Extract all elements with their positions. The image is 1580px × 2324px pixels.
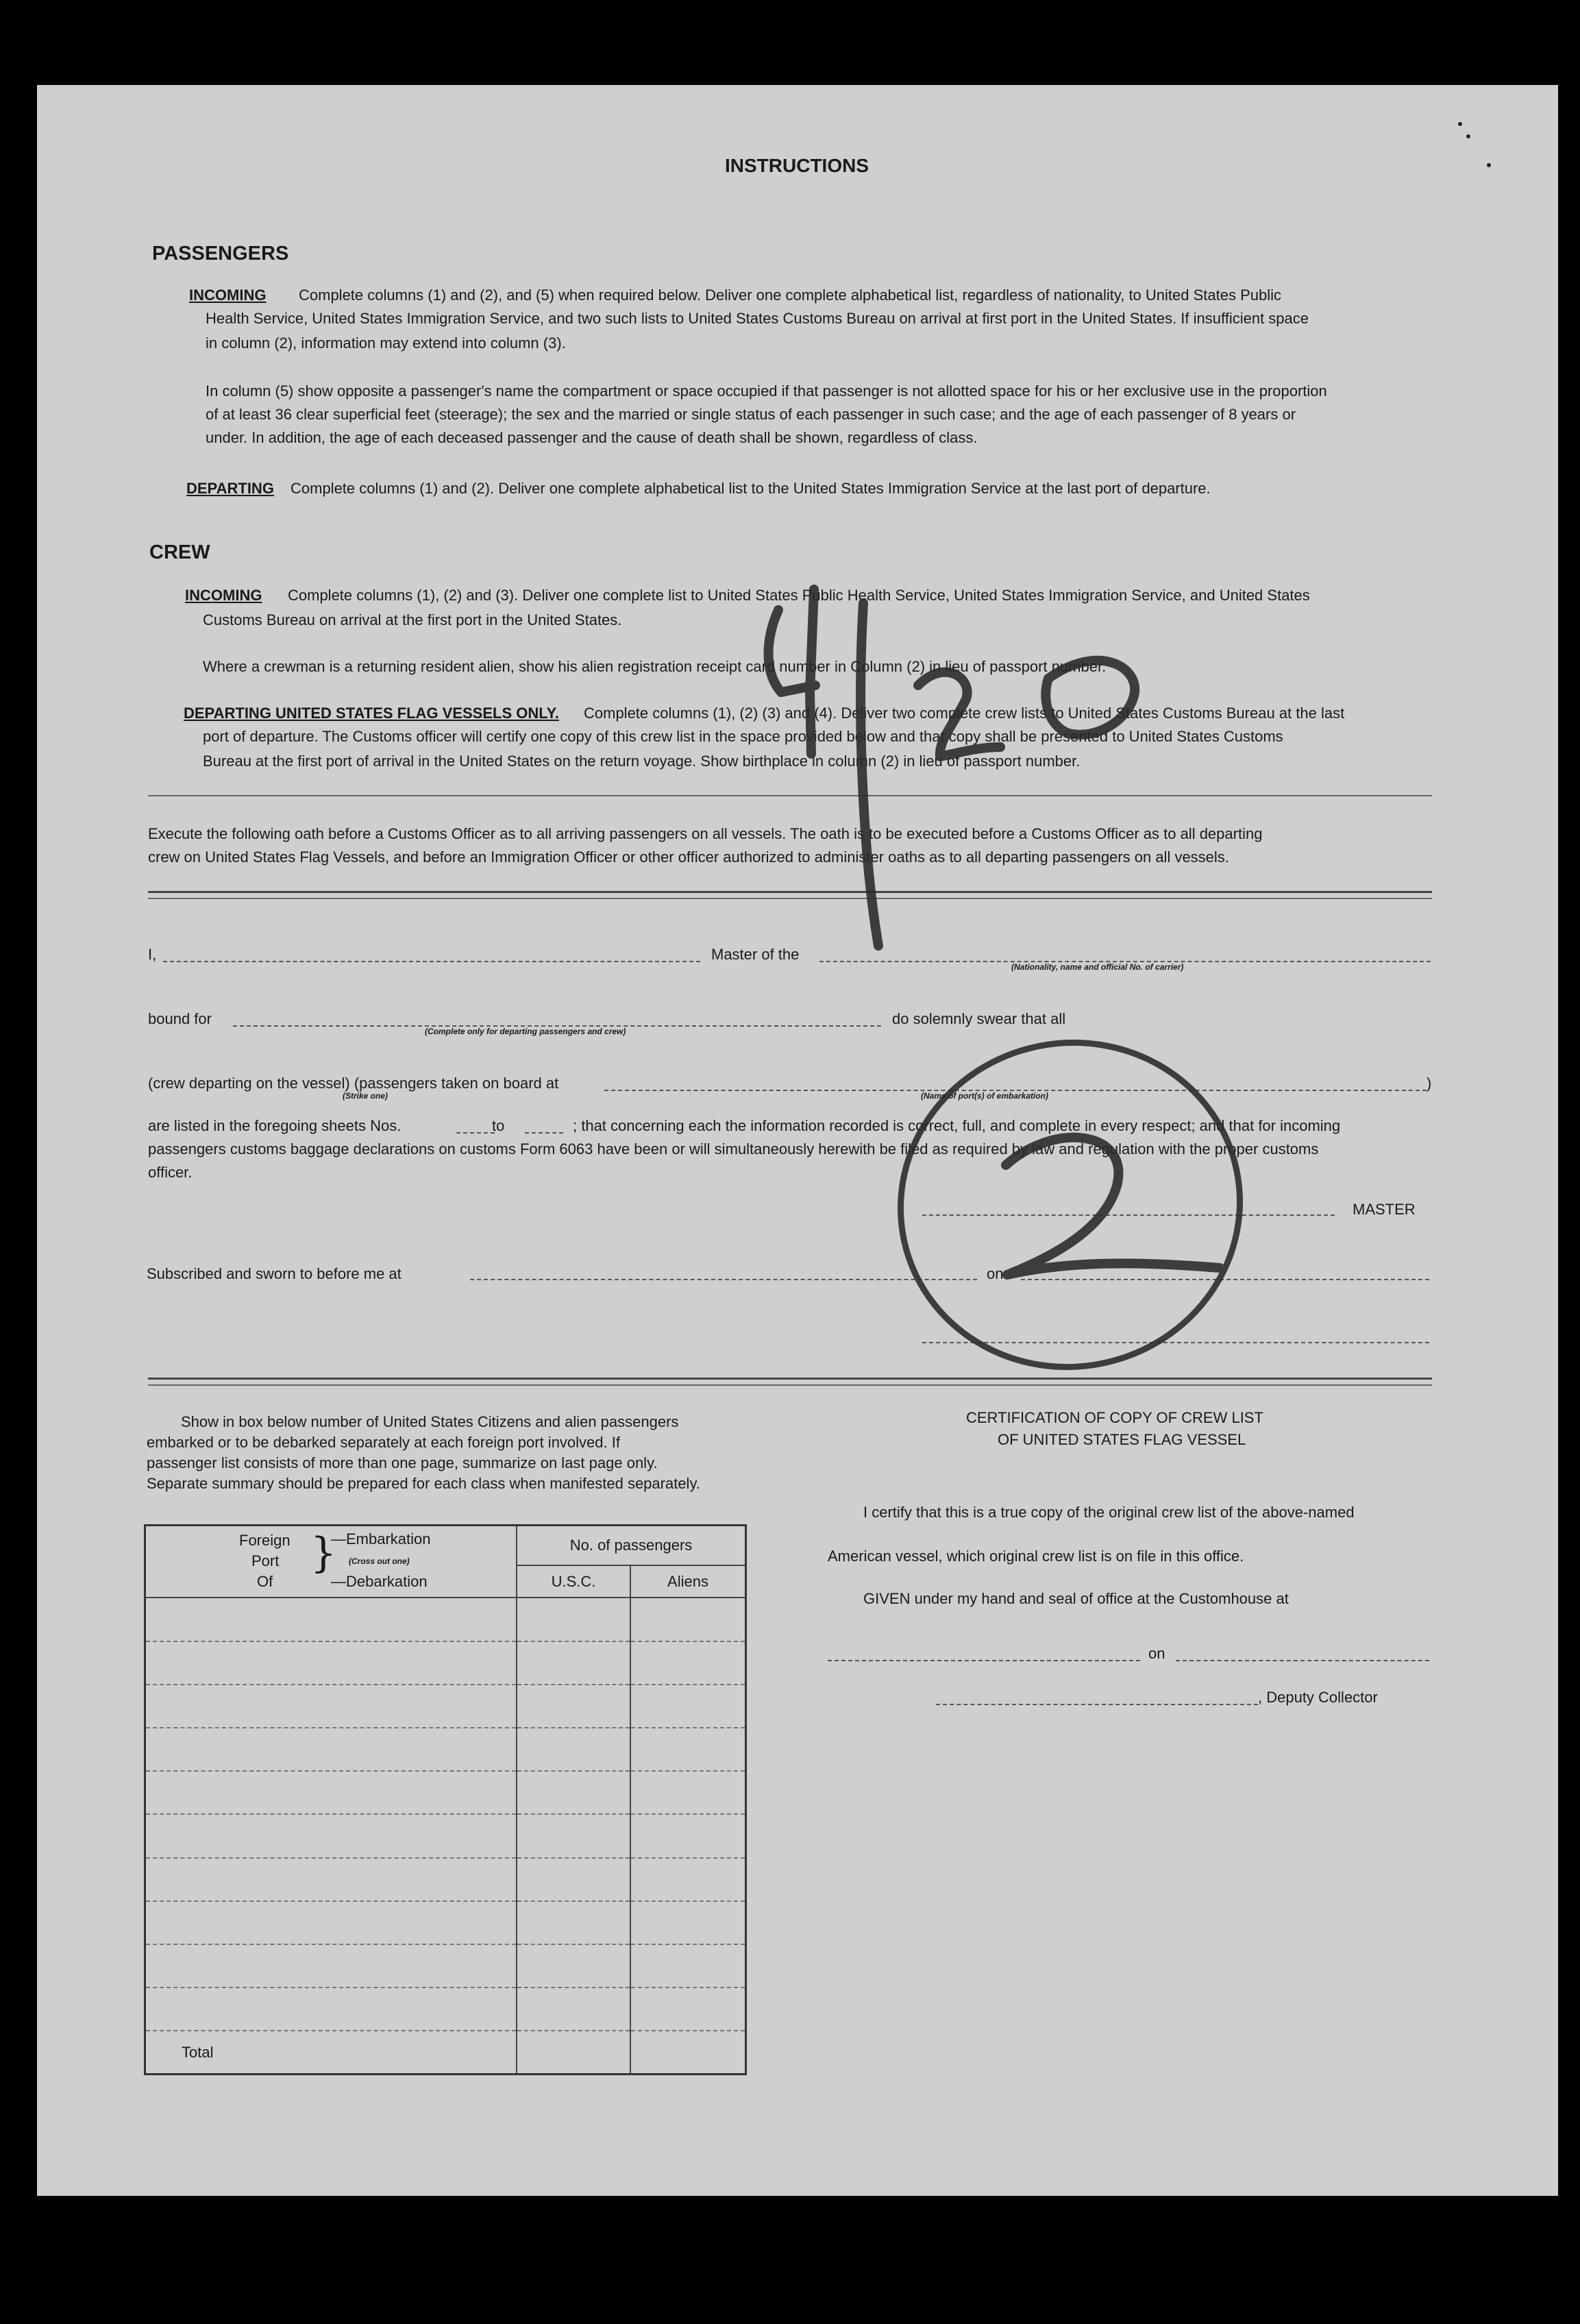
summary-intro-line: Show in box below number of United States Citizens and alien passengers [181,1413,679,1430]
certify-text: I certify that this is a true copy of the original crew list of the above-named [863,1504,1355,1521]
passengers-incoming-line: Health Service, United States Immigration Service, and two such lists to United States Customs Bureau on arrival at first port in the United States. If insufficient space [206,310,1309,327]
usc-label: U.S.C. [551,1573,596,1590]
summary-intro-line: Separate summary should be prepared for each class when manifested separately. [147,1475,700,1492]
aliens-label: Aliens [630,1566,745,1598]
ports-caption: (Name of port(s) of embarkation) [921,1091,1049,1101]
column5-line: of at least 36 clear superficial feet (steerage); the sex and the married or single status of each passenger in such case; and the age of each passenger of 8 years or [206,406,1296,423]
cross-out-caption: (Cross out one) [349,1556,410,1566]
listed-text-d: officer. [148,1164,193,1181]
column5-line: In column (5) show opposite a passenger's name the compartment or space occupied if that passenger is not allotted space for his or her exclusive use in the proportion [206,382,1327,400]
brace-icon: } [310,1529,337,1577]
summary-intro-line: embarked or to be debarked separately at each foreign port involved. If [147,1434,620,1451]
passengers-departing-text: Complete columns (1) and (2). Deliver one complete alphabetical list to the United States Immigration Service at the last port of departure. [291,480,1211,497]
debarkation-label: —Debarkation [331,1573,428,1590]
crew-passengers-text: (crew departing on the vessel) (passengers taken on board at [148,1075,559,1092]
crew-heading: CREW [149,541,210,563]
nationality-caption: (Nationality, name and official No. of carrier) [1011,962,1184,972]
deputy-collector-label: , Deputy Collector [1258,1689,1378,1706]
total-label: Total [182,2043,214,2061]
no-of-passengers-label: No. of passengers [517,1526,745,1566]
listed-text-a: are listed in the foregoing sheets Nos. [148,1117,402,1134]
crew-departing-line: Bureau at the first port of arrival in the United States on the return voyage. Show birthplace in column (2) in lieu of passport number. [203,753,1081,770]
column5-line: under. In addition, the age of each deceased passenger and the cause of death shall be shown, regardless of class. [206,429,978,446]
crew-incoming-label: INCOMING [185,587,262,604]
handwritten-circle-stroke [870,1012,1270,1399]
passengers-incoming-line: in column (2), information may extend into column (3). [206,334,566,352]
handwritten-2-stroke [918,672,1000,757]
oath-intro-line: crew on United States Flag Vessels, and before an Immigration Officer or other officer authorized to administer oaths as to all departing passengers on all vessels. [148,848,1229,866]
summary-intro-line: passenger list consists of more than one page, summarize on last page only. [147,1454,658,1471]
handwritten-slash-stroke [861,603,878,946]
embarkation-label: —Embarkation [331,1530,431,1548]
passengers-heading: PASSENGERS [152,243,289,265]
port-label: Port [251,1552,280,1569]
crew-departing-label: DEPARTING UNITED STATES FLAG VESSELS ONLY. [184,705,560,722]
crew-departing-line: port of departure. The Customs officer will certify one copy of this crew list in the space provided below and that copy shall be presented to United States Customs [203,728,1283,745]
passengers-departing-label: DEPARTING [186,480,274,497]
bound-for-label: bound for [148,1010,212,1027]
of-label: Of [257,1573,273,1590]
certification-on: on [1148,1645,1165,1662]
foreign-label: Foreign [239,1532,291,1549]
oath-i-label: I, [148,946,157,963]
master-of-the-label: Master of the [711,946,800,963]
handwritten-0-stroke [1046,661,1135,735]
bound-caption: (Complete only for departing passengers and crew) [425,1027,626,1036]
page-title: INSTRUCTIONS [725,155,869,176]
subscribed-label: Subscribed and sworn to before me at [147,1265,402,1282]
listed-text-b: ; that concerning each the information recorded is correct, full, and complete in every respect; and that for incoming [573,1117,1341,1134]
master-signature-label: MASTER [1353,1201,1416,1218]
certification-title: CERTIFICATION OF COPY OF CREW LIST [966,1409,1263,1426]
handwritten-4-stroke [810,589,814,754]
passengers-incoming-label: INCOMING [189,286,267,304]
given-text: GIVEN under my hand and seal of office at the Customhouse at [863,1590,1289,1607]
strike-one-caption: (Strike one) [343,1091,388,1101]
handwritten-circled-2-stroke [1006,1138,1220,1275]
listed-to: to [492,1117,505,1134]
resident-alien-text: Where a crewman is a returning resident alien, show his alien registration receipt card number in Column (2) in lieu of passport number. [203,658,1107,675]
oath-intro-line: Execute the following oath before a Customs Officer as to all arriving passengers on all vessels. The oath is to be executed before a Customs Officer as to all departing [148,825,1263,842]
certification-title: OF UNITED STATES FLAG VESSEL [998,1431,1246,1448]
crew-departing-line: Complete columns (1), (2) (3) and (4). Deliver two complete crew lists to United States Customs Bureau at the last [584,705,1345,722]
do-swear-text: do solemnly swear that all [892,1010,1066,1027]
passengers-incoming-line: Complete columns (1) and (2), and (5) when required below. Deliver one complete alphabetical list, regardless of nationality, to United States Public [299,286,1282,304]
crew-incoming-line: Customs Bureau on arrival at the first port in the United States. [203,611,622,628]
close-paren: ) [1427,1075,1432,1092]
crew-incoming-line: Complete columns (1), (2) and (3). Deliver one complete list to United States Public Health Service, United States Immigration Service, and United States [288,587,1310,604]
american-vessel-text: American vessel, which original crew list is on file in this office. [828,1548,1244,1565]
subscribed-on: on [987,1265,1004,1282]
listed-text-c: passengers customs baggage declarations on customs Form 6063 have been or will simultaneously herewith be filed as required by law and regulation with the proper customs [148,1140,1319,1158]
